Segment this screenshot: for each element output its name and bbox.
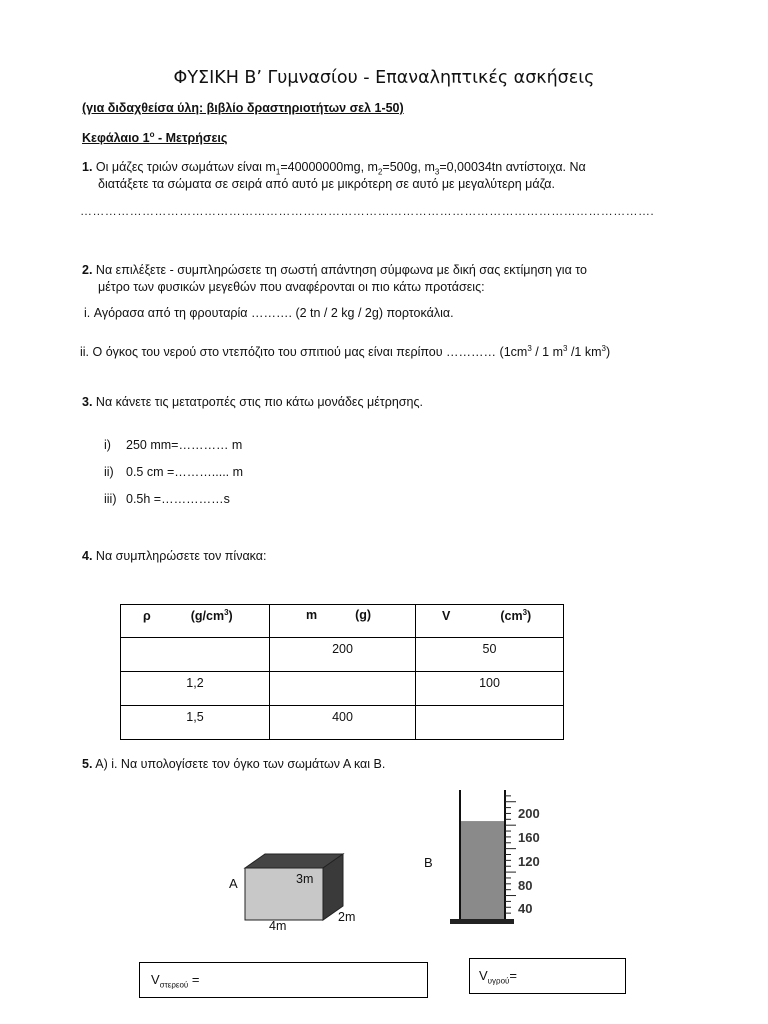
cylinder-base <box>450 919 514 924</box>
cylinder-ticks <box>505 796 516 913</box>
table-row <box>121 672 564 706</box>
table-cell[interactable]: 400 <box>270 706 416 740</box>
table-cell[interactable]: 100 <box>416 672 564 706</box>
question-1: 1. Οι μάζες τριών σωμάτων είναι $m_1=40000000mg$, $m_2=500g$, $m_3=0,00034tn$ αντίστοιχα. Να <box>82 160 586 177</box>
tick-label: 80 <box>518 878 533 893</box>
question-2-item-i: i. Αγόρασα από τη φρουταρία ………. (2 tn / 2 kg / 2g) πορτοκάλια. <box>84 306 454 320</box>
question-number: 4. <box>82 549 93 563</box>
table-cell[interactable]: 50 <box>416 638 564 672</box>
table-cell[interactable] <box>270 672 416 706</box>
answer-dots-1[interactable]: …………………………………………………………………………………………………………………………. <box>80 204 655 218</box>
header-volume: V $(cm^3)$ <box>416 605 564 638</box>
answer-box-solid[interactable]: $V_{\sigma\tau\varepsilon\rho\varepsilon oύ}$ = <box>139 962 428 998</box>
page-subtitle: (για διδαχθείσα ύλη: βιβλίο δραστηριοτήτων σελ 1-50) <box>82 101 404 115</box>
question-1-line-2: διατάξετε τα σώματα σε σειρά από αυτό με μικρότερη σε αυτό με μεγαλύτερη μάζα. <box>98 177 555 191</box>
table-row <box>121 706 564 740</box>
label-a: A <box>229 876 238 891</box>
question-5-text: A) i. Να υπολογίσετε τον όγκο των σωμάτων Α και Β. <box>95 757 386 771</box>
conversion-item: iii) 0.5h =……………s <box>104 492 230 506</box>
question-4-text: Να συμπληρώσετε τον πίνακα: <box>95 549 267 563</box>
question-2-line-2: μέτρο των φυσικών μεγεθών που αναφέρονται οι πιο κάτω προτάσεις: <box>98 280 485 294</box>
question-4 <box>82 548 266 565</box>
dimension-width: 4m <box>269 919 287 933</box>
table-cell[interactable]: 200 <box>270 638 416 672</box>
question-3-text: Να κάνετε τις μετατροπές στις πιο κάτω μονάδες μέτρησης. <box>95 395 423 409</box>
question-number: 3. <box>82 395 93 409</box>
question-number: 5. <box>82 757 93 771</box>
question-number: 1. <box>82 160 93 174</box>
tick-label: 40 <box>518 901 533 916</box>
density-table <box>120 604 564 740</box>
question-1-text-a: Οι μάζες τριών σωμάτων είναι m <box>95 160 276 174</box>
tick-label: 120 <box>518 854 540 869</box>
table-header-row <box>121 605 564 638</box>
question-5 <box>82 756 385 773</box>
cylinder-liquid <box>461 821 504 919</box>
chapter-heading: Κεφάλαιο $1^o$ - Μετρήσεις <box>82 130 228 146</box>
table-cell[interactable]: 1,2 <box>121 672 270 706</box>
measuring-cylinder <box>448 786 558 928</box>
question-2-item-ii: ii. Ο όγκος του νερού στο ντεπόζιτο του σπιτιού μας είναι περίπου ………… ($1cm^3 / 1$ $m^3$ /1 $km^3$) <box>80 344 611 360</box>
question-2 <box>82 262 587 279</box>
question-number: 2. <box>82 263 93 277</box>
header-density: ρ $(g/cm^3)$ <box>121 605 270 638</box>
label-b: B <box>424 855 433 870</box>
conversion-item: i) 250 mm=………… m <box>104 438 243 452</box>
table-cell[interactable] <box>121 638 270 672</box>
question-3 <box>82 394 423 411</box>
conversion-item: ii) 0.5 cm =………..... m <box>104 465 244 479</box>
table-row <box>121 638 564 672</box>
tick-label: 160 <box>518 830 540 845</box>
dimension-depth: 2m <box>338 910 356 924</box>
header-mass: m (g) <box>270 605 416 638</box>
page-title: ΦΥΣΙΚΗ Β’ Γυμνασίου - Επαναληπτικές ασκήσεις <box>173 68 595 88</box>
table-cell[interactable]: 1,5 <box>121 706 270 740</box>
question-2-text: Να επιλέξετε - συμπληρώσετε τη σωστή απάντηση σύμφωνα με δική σας εκτίμηση για το <box>95 263 587 277</box>
answer-box-liquid[interactable]: $V_{\upsilon\gamma\rho oύ}=$ <box>469 958 626 994</box>
tick-label: 200 <box>518 806 540 821</box>
table-cell[interactable] <box>416 706 564 740</box>
dimension-height: 3m <box>296 872 314 886</box>
solid-a-box <box>225 848 365 938</box>
